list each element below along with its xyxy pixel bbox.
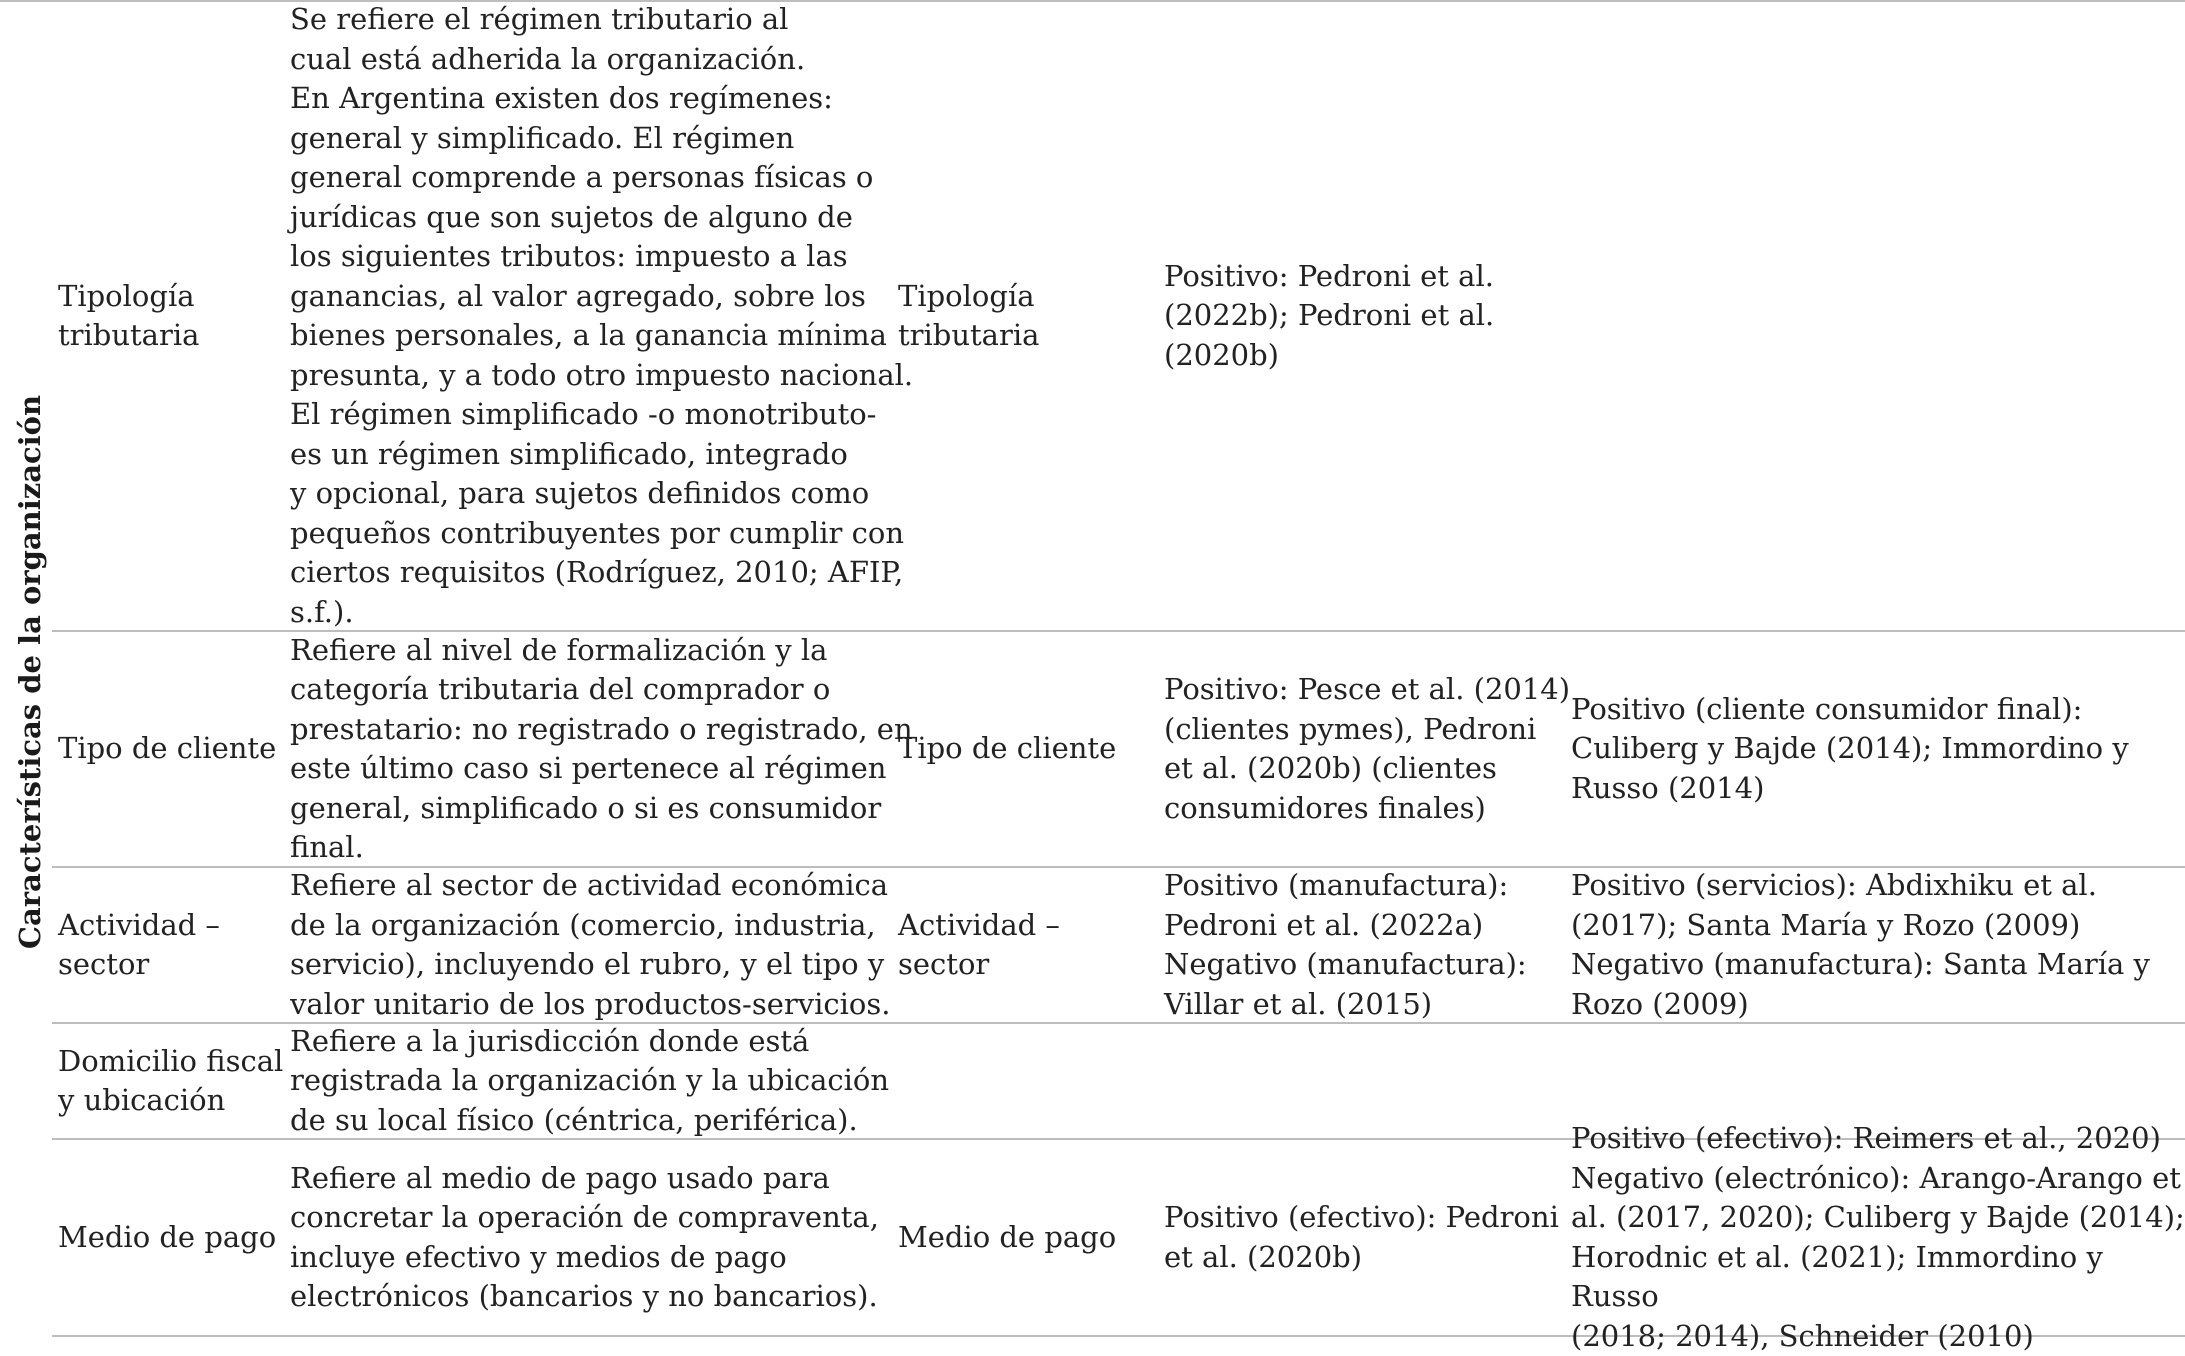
table-row <box>52 1121 2185 1353</box>
row-name: Actividad – sector <box>58 907 220 981</box>
row-description: Refiere al medio de pago usado para concretar la operación de compraventa, incluye efectivo y medios de pago electrónicos (bancarios y no bancarios). <box>290 1160 879 1313</box>
row-name: Medio de pago <box>58 1219 277 1254</box>
row-description: Se refiere el régimen tributario al cual está adherida la organización. En Argentina existen dos regímenes: general y simplificado. El régimen general comprende a personas físicas o jurídicas que son sujetos de alguno de los siguientes tributos: impuesto a las ganancias, al valor agregado, sobre los bienes personales, a la ganancia mínima presunta, y a todo otro impuesto nacional. El régimen simplificado -o monotributo- es un régimen simplificado, integrado y opcional, para sujetos definidos como pequeños contribuyentes por cumplir con ciertos requisitos (Rodríguez, 2010; AFIP, s.f.). <box>290 2 914 629</box>
row-name: Domicilio fiscal y ubicación <box>58 1043 284 1117</box>
row-description: Refiere al sector de actividad económica de la organización (comercio, industria, servicio), incluyendo el rubro, y el tipo y valor unitario de los productos-servicios. <box>290 868 891 1021</box>
row-national-evidence: Positivo: Pedroni et al. (2022b); Pedroni et al. (2020b) <box>1164 258 1495 372</box>
row-description: Refiere a la jurisdicción donde está registrada la organización y la ubicación de su local físico (céntrica, periférica). <box>290 1023 890 1137</box>
row-name: Tipo de cliente <box>58 731 277 766</box>
row-national-evidence: Positivo (efectivo): Pedroni et al. (2020b) <box>1164 1200 1559 1274</box>
row-national-evidence: Positivo: Pesce et al. (2014) (clientes pymes), Pedroni et al. (2020b) (clientes consumidores finales) <box>1164 672 1571 825</box>
row-national-evidence <box>1164 1024 1604 1138</box>
row-variable: Tipo de cliente <box>898 731 1117 766</box>
table-row <box>52 2 2185 630</box>
row-international-evidence <box>1571 2 2185 630</box>
table-row <box>52 630 2185 866</box>
section-label-text: Características de la organización <box>13 394 48 949</box>
row-variable: Tipología tributaria <box>898 278 1040 352</box>
row-description: Refiere al nivel de formalización y la categoría tributaria del comprador o prestatario: no registrado o registrado, en este último caso si pertenece al régimen general, simplificado o si es consumidor final. <box>290 632 913 864</box>
row-variable <box>898 1024 1158 1138</box>
row-variable: Medio de pago <box>898 1219 1117 1254</box>
table-row <box>52 866 2185 1022</box>
row-international-evidence: Positivo (servicios): Abdixhiku et al. (2017); Santa María y Rozo (2009) Negativo (manufactura): Santa María y Rozo (2009) <box>1571 868 2150 1021</box>
row-national-evidence: Positivo (manufactura): Pedroni et al. (2022a) Negativo (manufactura): Villar et al. (2015) <box>1164 868 1527 1021</box>
row-name: Tipología tributaria <box>58 278 200 352</box>
section-label <box>9 0 51 1343</box>
row-international-evidence: Positivo (efectivo): Reimers et al., 2020) Negativo (electrónico): Arango-Arango et al. (2017, 2020); Culiberg y Bajde (2014); Horodnic et al. (2021); Immordino y Russo (2018; 2014), Schneider (2010) <box>1571 1121 2185 1353</box>
row-variable: Actividad – sector <box>898 907 1060 981</box>
row-international-evidence: Positivo (cliente consumidor final): Culiberg y Bajde (2014); Immordino y Russo (2014) <box>1571 691 2129 805</box>
